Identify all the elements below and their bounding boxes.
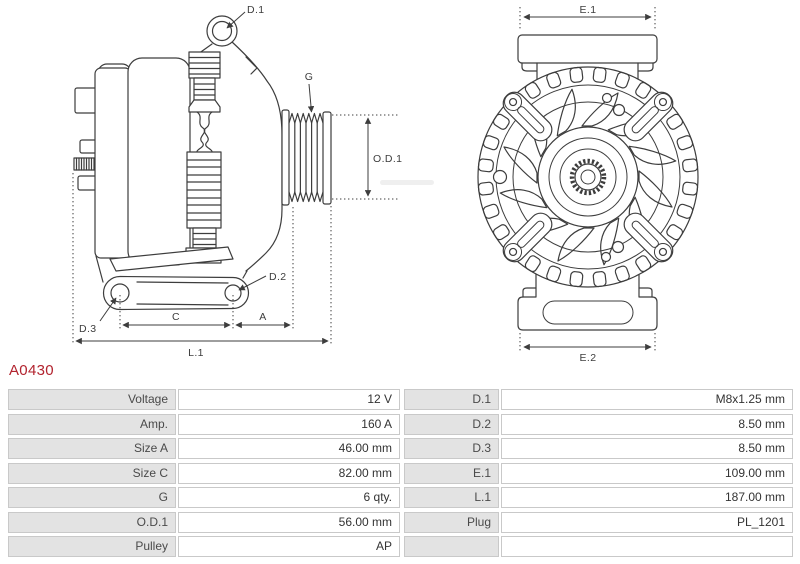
spec-label-cell: [404, 536, 499, 557]
spec-value-cell: 46.00 mm: [178, 438, 400, 459]
spec-value-cell: 187.00 mm: [501, 487, 793, 508]
top-bracket: [518, 35, 657, 63]
pulley-flange-right: [323, 112, 331, 204]
spec-label-cell: L.1: [404, 487, 499, 508]
spec-value-cell: M8x1.25 mm: [501, 389, 793, 410]
dim-label-d3: D.3: [79, 323, 97, 335]
spec-label-cell: E.1: [404, 463, 499, 484]
face-hole: [614, 105, 625, 116]
side-view-drawing: [73, 4, 434, 359]
face-hole: [602, 253, 611, 262]
spec-value-cell: 109.00 mm: [501, 463, 793, 484]
table-row: [404, 536, 793, 557]
dim-label-od1: O.D.1: [373, 153, 403, 165]
shaft-contour-left: [197, 112, 205, 152]
dim-label-a: A: [259, 311, 267, 323]
front-view-drawing: [478, 4, 698, 364]
table-row: [404, 463, 793, 484]
spec-label-cell: Plug: [404, 512, 499, 533]
table-row: [8, 414, 400, 435]
spec-table-right: [404, 389, 793, 561]
spec-label-cell: Amp.: [8, 414, 176, 435]
spec-label-cell: Pulley: [8, 536, 176, 557]
spec-value-cell: 160 A: [178, 414, 400, 435]
dim-label-g: G: [304, 71, 314, 83]
table-row: [404, 414, 793, 435]
mount-hole-d2: [225, 285, 241, 301]
spec-value-cell: 56.00 mm: [178, 512, 400, 533]
dim-label-c: C: [172, 311, 180, 323]
spec-value-cell: 8.50 mm: [501, 414, 793, 435]
spec-value-cell: AP: [178, 536, 400, 557]
rear-housing-outline: [231, 41, 282, 271]
spec-label-cell: G: [8, 487, 176, 508]
face-hole: [494, 171, 507, 184]
table-row: [8, 512, 400, 533]
pulley-grooves-bottom: [289, 192, 323, 202]
dim-label-l1: L.1: [188, 347, 204, 359]
pulley-grooves-top: [289, 114, 323, 124]
table-row: [8, 463, 400, 484]
terminal-small-2: [78, 176, 97, 190]
spec-value-cell: PL_1201: [501, 512, 793, 533]
e2-extension-lines: [520, 333, 655, 352]
table-row: [404, 487, 793, 508]
spec-label-cell: Size C: [8, 463, 176, 484]
shaft-contour-right: [204, 112, 212, 152]
rib-flare: [189, 100, 220, 112]
lug-hole-d1-outer: [207, 16, 237, 46]
pulley-rib-lines: [295, 123, 317, 192]
table-row: [8, 536, 400, 557]
table-row: [8, 438, 400, 459]
spec-value-cell: 12 V: [178, 389, 400, 410]
pulley-flange-left: [282, 110, 289, 205]
g-leader: [309, 84, 312, 112]
face-hole: [613, 242, 624, 253]
terminal-lug: [75, 88, 97, 113]
table-row: [8, 487, 400, 508]
dim-label-d2: D.2: [269, 271, 287, 283]
table-row: [404, 389, 793, 410]
table-row: [404, 512, 793, 533]
shaft-spline-ring: [575, 164, 601, 190]
dim-label-d1: D.1: [247, 4, 265, 16]
table-row: [8, 389, 400, 410]
front-housing: [128, 58, 190, 265]
part-code: A0430: [9, 362, 54, 379]
spec-value-cell: 6 qty.: [178, 487, 400, 508]
spec-label-cell: D.2: [404, 414, 499, 435]
spec-label-cell: Voltage: [8, 389, 176, 410]
dim-label-e2: E.2: [579, 352, 597, 364]
spec-label-cell: Size A: [8, 438, 176, 459]
table-row: [404, 438, 793, 459]
spec-table-left: [8, 389, 400, 561]
spec-label-cell: D.3: [404, 438, 499, 459]
spec-value-cell: 8.50 mm: [501, 438, 793, 459]
dim-label-e1: E.1: [579, 4, 597, 16]
face-hole: [603, 94, 612, 103]
watermark: [380, 180, 434, 185]
spec-value-cell: [501, 536, 793, 557]
front-bracket: [95, 68, 131, 258]
spec-value-cell: 82.00 mm: [178, 463, 400, 484]
spec-label-cell: D.1: [404, 389, 499, 410]
spec-label-cell: O.D.1: [8, 512, 176, 533]
